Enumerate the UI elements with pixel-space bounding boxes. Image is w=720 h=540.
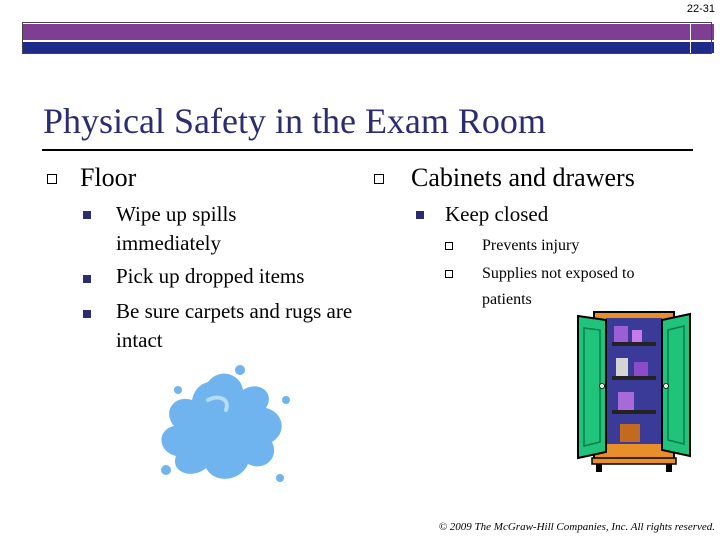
cabinet-icon [572, 306, 696, 476]
band-outline [22, 22, 712, 54]
water-spill-icon [148, 360, 298, 490]
left-heading: Floor [80, 163, 137, 192]
left-item-2: Pick up dropped items [116, 264, 305, 288]
bullet-filled-square-icon [83, 211, 91, 219]
right-subitem-2: Supplies not exposed to patients [482, 265, 635, 308]
right-heading: Cabinets and drawers [411, 163, 635, 192]
bullet-small-square-icon [445, 242, 453, 250]
left-item-3: Be sure carpets and rugs are intact [116, 299, 353, 352]
bullet-small-square-icon [445, 270, 453, 278]
bullet-filled-square-icon [83, 310, 91, 318]
bullet-square-icon [47, 174, 57, 184]
bullet-filled-square-icon [416, 211, 424, 219]
bullet-square-icon [374, 174, 384, 184]
header-band [22, 22, 714, 56]
title-underline [42, 149, 693, 151]
slide-title: Physical Safety in the Exam Room [43, 101, 546, 141]
slide-number: 22-31 [686, 3, 715, 15]
left-item-1: Wipe up spills immediately [116, 202, 237, 255]
copyright-footer: © 2009 The McGraw-Hill Companies, Inc. All rights reserved. [438, 521, 715, 533]
right-item-1: Keep closed [445, 202, 549, 226]
right-subitem-1: Prevents injury [482, 237, 580, 254]
bullet-filled-square-icon [83, 275, 91, 283]
